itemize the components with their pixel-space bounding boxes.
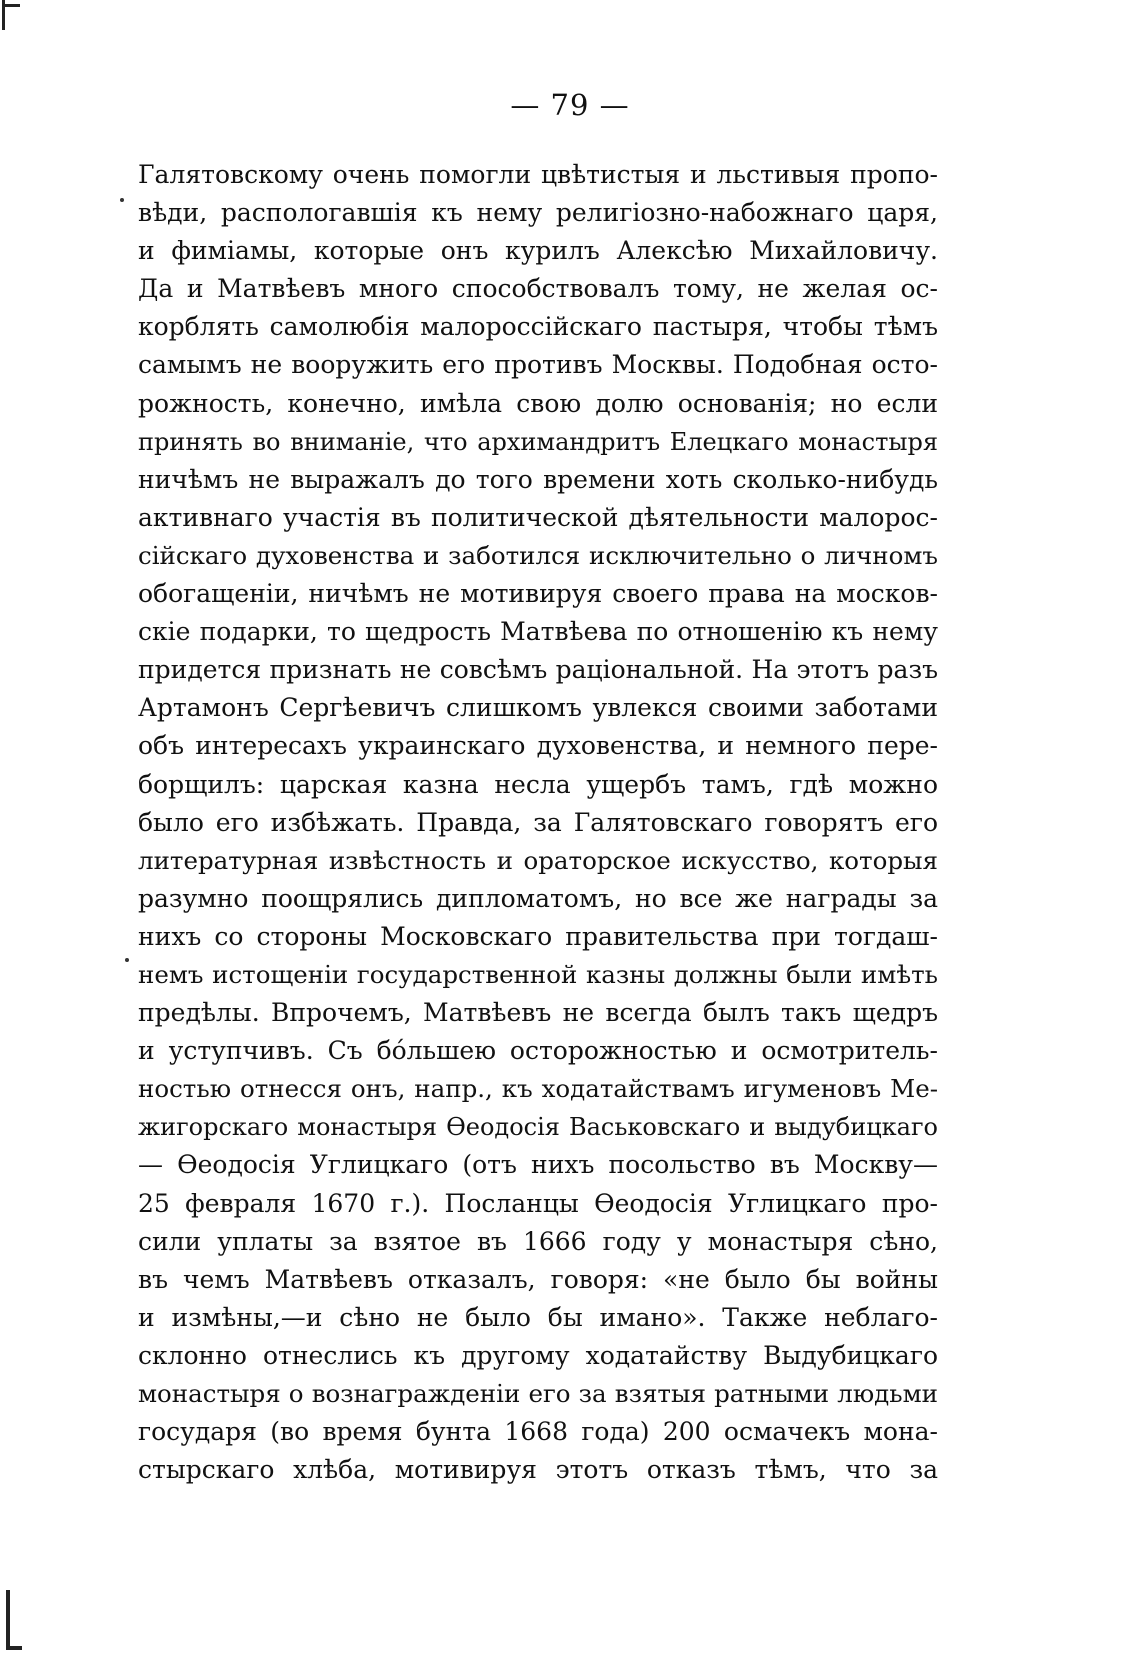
text-line: жигорскаго монастыря Өеодосія Васьковскаго и выдубицкаго xyxy=(138,1113,938,1142)
text-line: придется признать не совсѣмъ раціональной. На этотъ разъ xyxy=(138,655,938,685)
text-line: 25 февраля 1670 г.). Посланцы Өеодосія Углицкаго про- xyxy=(138,1188,938,1218)
text-line: вѣди, распологавшія къ нему религіозно-набожнаго царя, xyxy=(138,198,938,228)
text-line: — Өеодосія Углицкаго (отъ нихъ посольство въ Москву— xyxy=(138,1150,938,1180)
text-line: и фиміамы, которые онъ курилъ Алексѣю Михайловичу. xyxy=(138,236,938,266)
scan-edge-mark-bottom xyxy=(6,1590,10,1650)
body-text xyxy=(138,156,938,1489)
text-line: корблять самолюбія малороссійскаго пастыря, чтобы тѣмъ xyxy=(138,312,938,342)
text-line: сійскаго духовенства и заботился исключительно о личномъ xyxy=(138,540,938,570)
text-line: предѣлы. Впрочемъ, Матвѣевъ не всегда былъ такъ щедръ xyxy=(138,998,938,1028)
text-line: разумно поощрялись дипломатомъ, но все же награды за xyxy=(138,883,938,913)
text-line: монастыря о вознагражденіи его за взятыя ратными людьми xyxy=(138,1379,938,1408)
text-line: принять во вниманіе, что архимандритъ Елецкаго монастыря xyxy=(138,427,938,456)
text-line: борщилъ: царская казна несла ущербъ тамъ, гдѣ можно xyxy=(138,769,938,799)
scan-edge-mark-top-horizontal xyxy=(2,4,20,7)
text-line: активнаго участія въ политической дѣятельности малорос- xyxy=(138,502,938,532)
text-line: Да и Матвѣевъ много способствовалъ тому, не желая ос- xyxy=(138,274,938,304)
text-line: объ интересахъ украинскаго духовенства, и немного пере- xyxy=(138,731,938,761)
text-line: нихъ со стороны Московскаго правительства при тогдаш- xyxy=(138,921,938,951)
text-line: стырскаго хлѣба, мотивируя этотъ отказъ тѣмъ, что за xyxy=(138,1455,938,1485)
text-line: скіе подарки, то щедрость Матвѣева по отношенію къ нему xyxy=(138,617,938,647)
text-line: Артамонъ Сергѣевичъ слишкомъ увлекся своими заботами xyxy=(138,693,938,723)
text-line: государя (во время бунта 1668 года) 200 осмачекъ мона- xyxy=(138,1417,938,1447)
page-number: — 79 — xyxy=(510,88,630,122)
text-line: было его избѣжать. Правда, за Галятовскаго говорятъ его xyxy=(138,807,938,837)
text-line: немъ истощеніи государственной казны должны были имѣть xyxy=(138,959,938,989)
text-line: ничѣмъ не выражалъ до того времени хоть сколько-нибудь xyxy=(138,464,938,494)
text-line: Галятовскому очень помогли цвѣтистыя и льстивыя пропо- xyxy=(138,160,938,189)
scan-edge-mark-bottom-horizontal xyxy=(6,1646,22,1650)
text-line: и уступчивъ. Съ бóльшею осторожностью и осмотритель- xyxy=(138,1036,938,1066)
scan-speck xyxy=(125,958,129,962)
text-line: ностью отнесся онъ, напр., къ ходатайствамъ игуменовъ Ме- xyxy=(138,1074,938,1104)
text-line: сили уплаты за взятое въ 1666 году у монастыря сѣно, xyxy=(138,1226,938,1256)
text-line: и измѣны,—и сѣно не было бы имано». Также неблаго- xyxy=(138,1302,938,1332)
scan-speck xyxy=(120,198,124,202)
text-line: въ чемъ Матвѣевъ отказалъ, говоря: «не было бы войны xyxy=(138,1264,938,1294)
text-line: литературная извѣстность и ораторское искусство, которыя xyxy=(138,845,938,875)
text-line: рожность, конечно, имѣла свою долю основанія; но если xyxy=(138,388,938,418)
text-line: обогащеніи, ничѣмъ не мотивируя своего права на москов- xyxy=(138,579,938,609)
text-line: склонно отнеслись къ другому ходатайству Выдубицкаго xyxy=(138,1340,938,1370)
text-line: самымъ не вооружить его противъ Москвы. Подобная осто- xyxy=(138,350,938,380)
